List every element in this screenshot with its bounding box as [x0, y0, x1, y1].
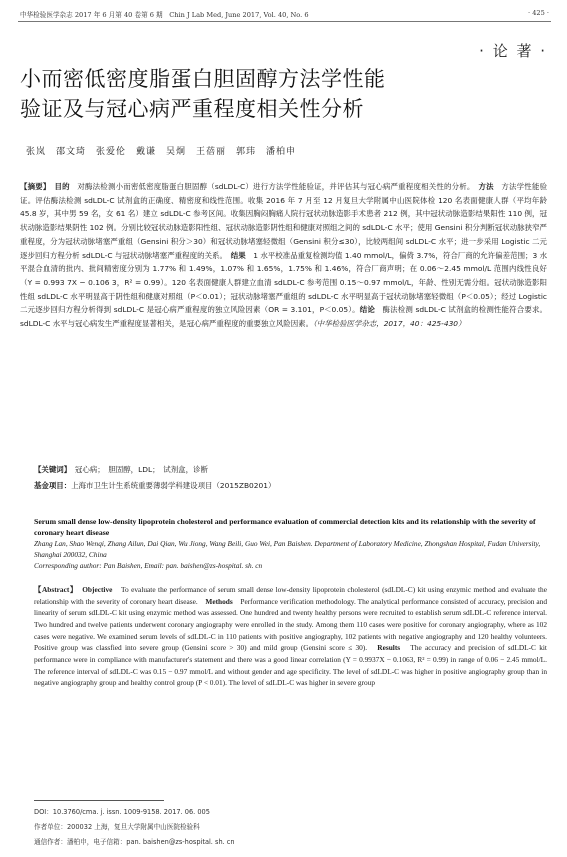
fund-label-cn: 基金项目：: [34, 481, 72, 490]
abstract-en-label: 【Abstract】: [34, 585, 75, 594]
citation-cn: （中华检验医学杂志，2017，40：425-430）: [313, 319, 466, 329]
methods-en: Performance verification methodology. The analytical performance consisted of accuracy, precision and linearity of serum sdLDL-C kit using enzymic method was assessed. One hundred and twenty healthy persons were recruited to establish serum sdLDL-C reference interval. Two hundred and twelve patients underwent coronary angiography were enrolled in the study. Among them 110 cases were positive for coronary angiography, where as 102 cases were negative. We examined serum levels of sdLDL-C in 110 patients with positive angiography, 102 patients with negative angiography and 120 healthy volunteers. Positive group was classfied into severe group (Gensini score > 30) and mild group (Gensini score ≤ 30).: [34, 596, 547, 653]
results-cn: 1 水平校准品重复检测均值 1.40 mmol/L，偏倚 3.7%，符合厂商的允许偏差范围；3 水平混合血清的批内、批间精密度分别为 1.77% 和 1.49%，1.07% 和 1.65%，1.75% 和 1.46%，符合厂商声明；在 0.06～2.45 mmol/L 范围内线性良好（Y = 0.993 7X − 0.106 3，R² = 0.99）。120 名表面健康人群建立血清 sdLDL-C 参考范围 0.15～0.97 mmol/L，年龄、性别无需分组。冠状动脉造影阳性组 sdLDL-C 水平明显高于阴性组和健康对照组（P＜0.01）；冠状动脉堵塞严重组的 sdLDL-C 水平明显高于冠状动脉堵塞轻微组（P＜0.05）；经过 Logistic 二元逐步回归方程分析得到 sdLDL-C 是冠心病严重程度的独立风险因素（OR = 3.101，P＜0.05）。: [20, 250, 548, 315]
abstract-cn-label: 【摘要】: [20, 182, 47, 191]
objective-label-cn: 目的: [54, 182, 70, 191]
keywords-cn: [34, 464, 208, 475]
fund-cn: [34, 480, 275, 491]
keywords-text-cn: 冠心病； 胆固醇，LDL； 试剂盒，诊断: [74, 465, 208, 474]
conclusion-label-cn: 结论: [359, 305, 375, 315]
footnote-corresponding: 通信作者：潘柏申，电子信箱：pan. baishen@zs-hospital. sh. cn: [34, 838, 235, 846]
page-number: · 425 ·: [528, 9, 549, 17]
fund-text-cn: 上海市卫生计生系统重要薄弱学科建设项目（2015ZB0201）: [71, 481, 276, 490]
authors-cn: 张岚 邵文琦 张爱伦 戴谦 吴炯 王蓓丽 郭玮 潘柏申: [26, 147, 297, 157]
title-line-1: 小而密低密度脂蛋白胆固醇方法学性能: [20, 67, 386, 91]
results-en: The accuracy and precision of sdLDL-C kit performance were in compliance with manufacturer's statement and there was a good linear correlation (Y = 0.9937X − 0.1063, R² = 0.99) in range of 0.06 − 2.45 mmol/L. The reference interval of sdLDL-C was 0.15 − 0.97 mmol/L and without gender and age specificity. The level of sdLDL-C was higher in positive angiography group than in negative angiography group and healthy control group (P < 0.01). The level of sdLDL-C was higher in severe group: [34, 643, 547, 688]
results-label-en: Results: [377, 643, 401, 653]
footnote-affiliation: 作者单位：200032 上海，复旦大学附属中山医院检验科: [34, 823, 200, 831]
english-affiliation: Department of Laboratory Medicine, Zhongshan Hospital, Fudan University, Shanghai 200032, China: [34, 539, 541, 559]
results-label-cn: 结果: [230, 250, 246, 260]
english-corresponding: Corresponding author: Pan Baishen, Email: pan. baishen@zs-hospital. sh. cn: [34, 561, 263, 570]
methods-label-cn: 方法: [478, 182, 494, 191]
abstract-cn: [20, 180, 547, 331]
methods-cn: 方法学性能验证。评估酶法检测 sdLDL-C 试剂盒的正确度、精密度和线性范围。收集 2016 年 7 月至 12 月复旦大学附属中山医院体检 120 名表面健康人群（平均年龄 45.8 岁，其中男 59 名，女 61 名）建立 sdLDL-C 参考区间。收集因胸闷胸痛人院行冠状动脉造影手术患者 212 例，其中冠状动脉造影结果阳性 110 例，冠状动脉造影结果阴性 102 例。分别比较冠状动脉造影阳性组、冠状动脉造影阴性组和健康对照组之间的 sdLDL-C 水平；使用 Gensini 积分判断冠状动脉狭窄严重程度，分为冠状动脉堵塞严重组（Gensini 积分＞30）和冠状动脉堵塞轻微组（Gensini 积分≤30），比较两组间 sdLDL-C 水平；进一步采用 Logistic 二元逐步回归方程分析 sdLDL-C 与冠状动脉堵塞严重程度的关系。: [20, 182, 548, 260]
objective-cn: 对酶法检测小而密低密度脂蛋白胆固醇（sdLDL-C）进行方法学性能验证，并评估其与冠心病严重程度相关性的分析。: [77, 182, 471, 191]
footnote-doi: DOI：10.3760/cma. j. issn. 1009-9158. 2017. 06. 005: [34, 808, 210, 816]
methods-label-en: Methods: [205, 596, 233, 606]
english-title: Serum small dense low-density lipoprotein cholesterol and performance evaluation of commercial detection kits and its relationship with the severity of coronary heart disease: [34, 517, 536, 537]
article-title: [20, 64, 540, 124]
english-authors-block: [34, 538, 547, 571]
header-rule: [18, 21, 551, 22]
objective-en: To evaluate the performance of serum small dense low-density lipoprotein cholesterol (sdLDL-C) kit using enzymic method and evaluate the relationship with the severity of coronary heart disease.: [34, 585, 547, 606]
conclusion-cn: 酶法检测 sdLDL-C 试剂盒的检测性能符合要求。sdLDL-C 水平与冠心病发生严重程度显著相关，是冠心病严重程度的重要独立风险因素。: [20, 305, 547, 329]
objective-label-en: Objective: [82, 585, 113, 594]
running-header: 中华检验医学杂志 2017 年 6 月第 40 卷第 6 期 Chin J Lab Med, June 2017, Vol. 40, No. 6: [20, 11, 309, 19]
abstract-en: [34, 584, 547, 689]
title-line-2: 验证及与冠心病严重程度相关性分析: [20, 97, 364, 121]
column-label: · 论 著 ·: [479, 42, 547, 60]
english-authors: Zhang Lan, Shao Wenqi, Zhang Ailun, Dai Qian, Wu Jiong, Wang Beili, Guo Wei, Pan Baishen.: [34, 539, 313, 548]
footnote-rule: [34, 800, 164, 801]
keywords-label-cn: 【关键词】: [34, 465, 68, 474]
